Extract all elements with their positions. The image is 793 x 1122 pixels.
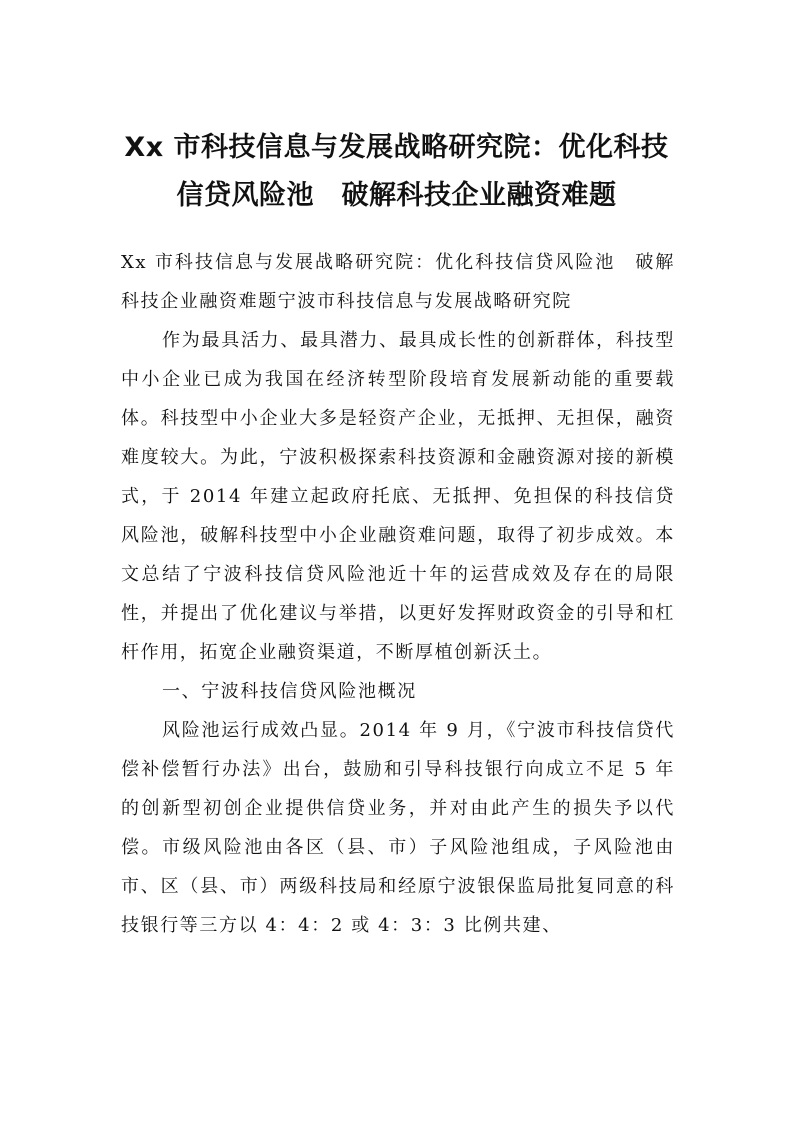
title-line-2: 信贷风险池 破解科技企业融资难题 (176, 180, 617, 211)
document-body (121, 243, 675, 945)
paragraph-section-1: 风险池运行成效凸显。2014 年 9 月，《宁波市科技信贷代偿补偿暂行办法》出台，鼓励和引导科技银行向成立不足 5 年的创新型初创企业提供信贷业务，并对由此产生的损失予以代偿。市级风险池由各区（县、市）子风险池组成，子风险池由市、区（县、市）两级科技局和经原宁波银保监局批复同意的科技银行等三方以 4：4：2 或 4：3：3 比例共建、 (121, 720, 675, 936)
paragraph-intro: 作为最具活力、最具潜力、最具成长性的创新群体，科技型中小企业已成为我国在经济转型阶段培育发展新动能的重要载体。科技型中小企业大多是轻资产企业，无抵押、无担保，融资难度较大。为此，宁波积极探索科技资源和金融资源对接的新模式，于 2014 年建立起政府托底、无抵押、免担保的科技信贷风险池，破解科技型中小企业融资难问题，取得了初步成效。本文总结了宁波科技信贷风险池近十年的运营成效及存在的局限性，并提出了优化建议与举措，以更好发挥财政资金的引导和杠杆作用，拓宽企业融资渠道，不断厚植创新沃土。 (121, 330, 675, 663)
document-title (100, 124, 693, 220)
title-line-1: Xx 市科技信息与发展战略研究院：优化科技 (124, 132, 669, 163)
paragraph-source: Xx 市科技信息与发展战略研究院：优化科技信贷风险池 破解科技企业融资难题宁波市科技信息与发展战略研究院 (121, 252, 675, 312)
section-heading: 一、宁波科技信贷风险池概况 (162, 681, 417, 702)
